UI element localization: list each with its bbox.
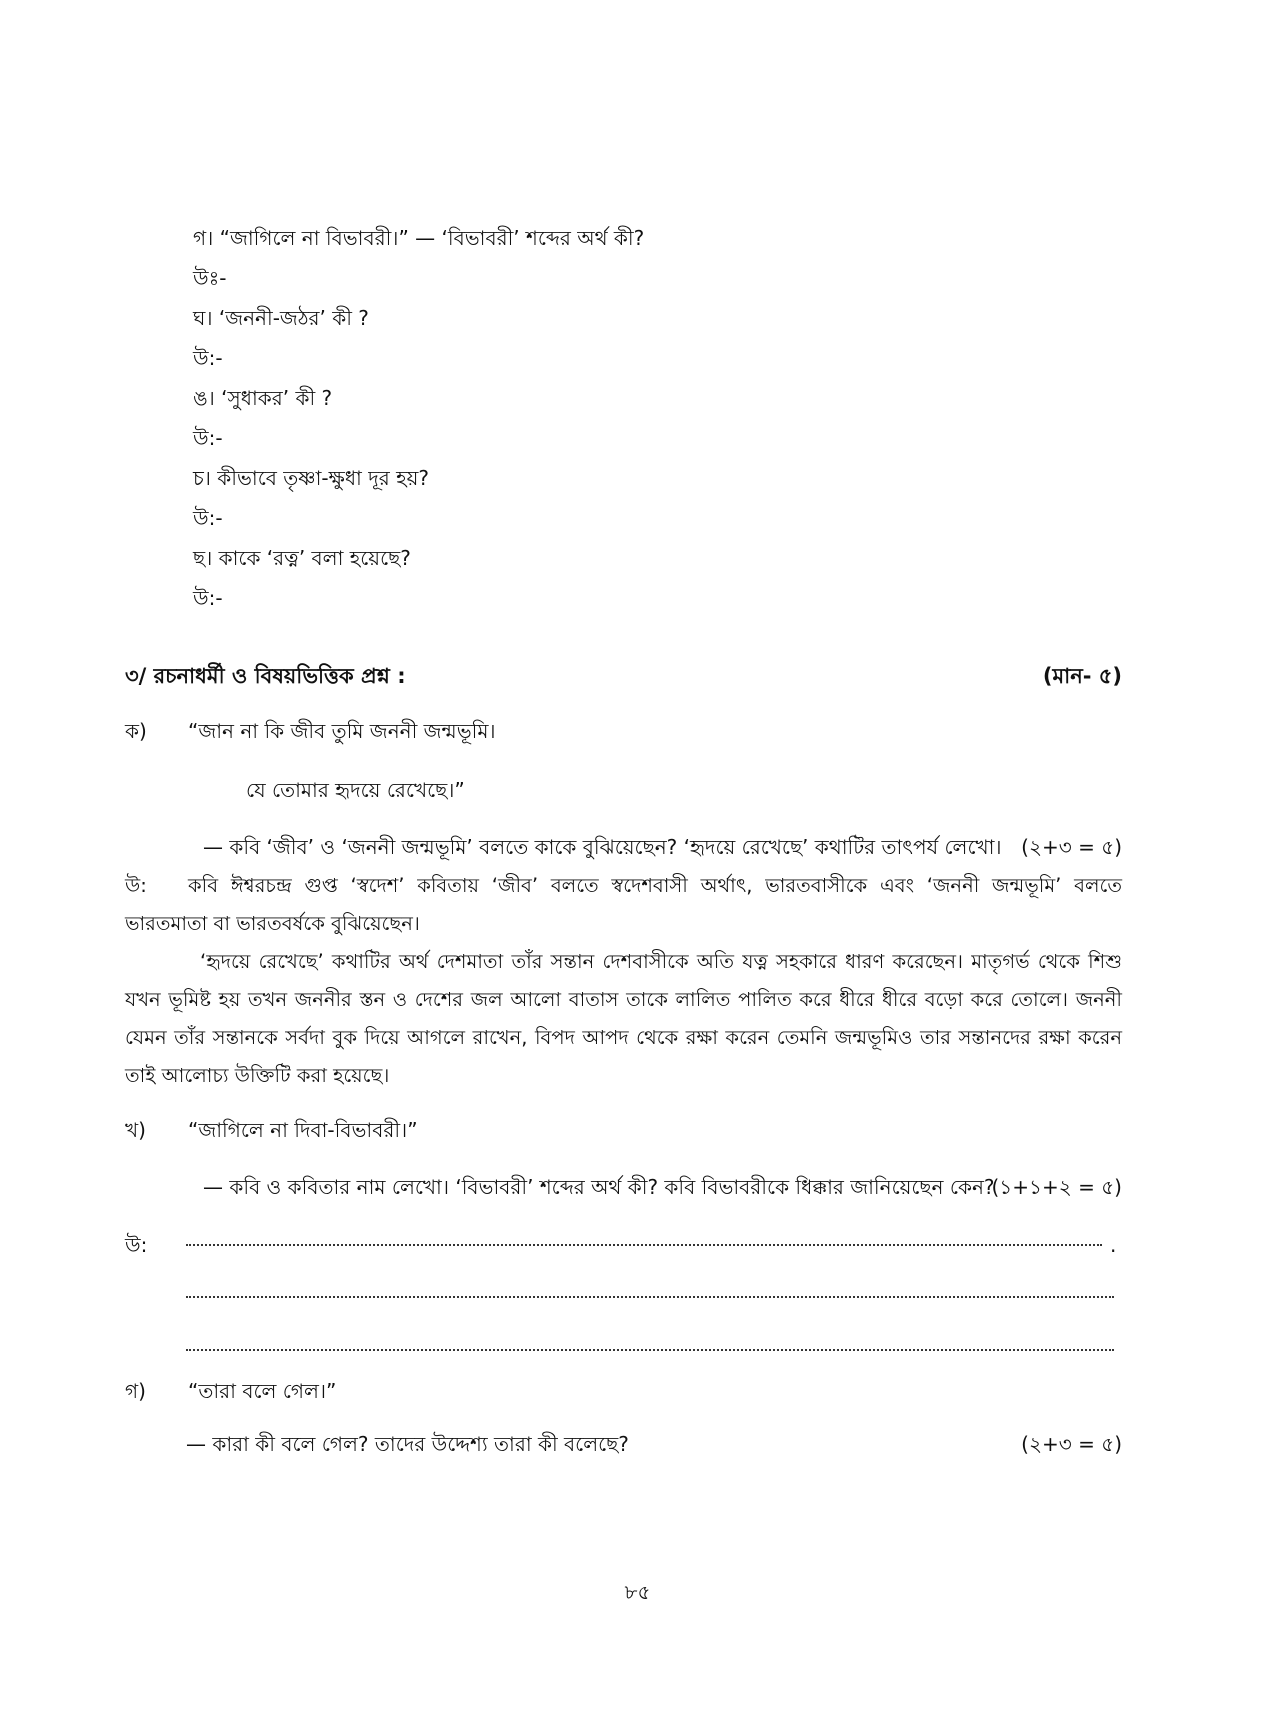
answer-label: উ: (125, 874, 147, 897)
answer-label: উ:- (193, 506, 223, 530)
question-marks-kha: (১+১+২ = ৫) (991, 1175, 1122, 1199)
question-label-ka: ক) (125, 719, 147, 743)
answer-line (186, 1347, 1114, 1351)
answer-label: উ:- (193, 346, 223, 370)
answer-label: উঃ- (193, 266, 227, 290)
question-cha: চ। কীভাবে তৃষ্ণা-ক্ষুধা দূর হয়? (193, 466, 429, 490)
question-prompt-ga: — কারা কী বলে গেল? তাদের উদ্দেশ্য তারা কী বলেছে? (186, 1432, 629, 1456)
question-label-kha: খ) (125, 1118, 146, 1142)
page-number: ৮৫ (624, 1580, 651, 1604)
answer-paragraph-1 (125, 867, 1122, 943)
answer-line (186, 1294, 1114, 1298)
answer-label: উ:- (193, 586, 223, 610)
answer-text-1: কবি ঈশ্বরচন্দ্র গুপ্ত ‘স্বদেশ’ কবিতায় ‘জীব’ বলতে স্বদেশবাসী অর্থাৎ, ভারতবাসীকে এবং ‘জননী জন্মভূমি’ বলতে ভারতমাতা বা ভারতবর্ষকে বুঝিয়েছেন। (125, 874, 1122, 935)
question-prompt-ka: — কবি ‘জীব’ ও ‘জননী জন্মভূমি’ বলতে কাকে বুঝিয়েছেন? ‘হৃদয়ে রেখেছে’ কথাটির তাৎপর্য লেখো। (203, 835, 1002, 859)
quote-line: “তারা বলে গেল।” (188, 1379, 337, 1403)
question-gha: ঘ। ‘জননী-জঠর’ কী ? (193, 306, 369, 330)
answer-line (186, 1242, 1102, 1246)
answer-paragraph-2: ‘হৃদয়ে রেখেছে’ কথাটির অর্থ দেশমাতা তাঁর সন্তান দেশবাসীকে অতি যত্ন সহকারে ধারণ করেছেন। মাতৃগর্ভ থেকে শিশু যখন ভূমিষ্ট হয় তখন জননীর স্তন ও দেশের জল আলো বাতাস তাকে লালিত পালিত করে ধীরে ধীরে বড়ো করে তোলে। জননী যেমন তাঁর সন্তানকে সর্বদা বুক দিয়ে আগলে রাখেন, বিপদ আপদ থেকে রক্ষা করেন তেমনি জন্মভূমিও তার সন্তানদের রক্ষা করেন তাই আলোচ্য উক্তিটি করা হয়েছে। (125, 950, 1122, 1087)
quote-line-2: যে তোমার হৃদয়ে রেখেছে।” (246, 778, 465, 802)
answer-label: উ: (125, 1233, 148, 1257)
quote-line: “জাগিলে না দিবা-বিভাবরী।” (188, 1118, 418, 1142)
question-umo: ঙ। ‘সুধাকর’ কী ? (193, 386, 333, 410)
question-marks-ga: (২+৩ = ৫) (1021, 1432, 1122, 1456)
question-label-ga: গ) (125, 1379, 146, 1403)
section-marks: (মান- ৫) (1042, 664, 1122, 688)
section-heading: ৩/ রচনাধর্মী ও বিষয়ভিত্তিক প্রশ্ন : (125, 664, 406, 688)
question-ga: গ। “জাগিলে না বিভাবরী।” — ‘বিভাবরী’ শব্দের অর্থ কী? (193, 226, 645, 250)
question-marks-ka: (২+৩ = ৫) (1021, 835, 1122, 859)
question-prompt-kha: — কবি ও কবিতার নাম লেখো। ‘বিভাবরী’ শব্দের অর্থ কী? কবি বিভাবরীকে ধিক্কার জানিয়েছেন কেন? (203, 1175, 995, 1199)
question-chha: ছ। কাকে ‘রত্ন’ বলা হয়েছে? (193, 546, 411, 570)
answer-line-end: . (1110, 1233, 1117, 1257)
quote-line-1: “জান না কি জীব তুমি জননী জন্মভূমি। (188, 719, 496, 743)
answer-label: উ:- (193, 426, 223, 450)
